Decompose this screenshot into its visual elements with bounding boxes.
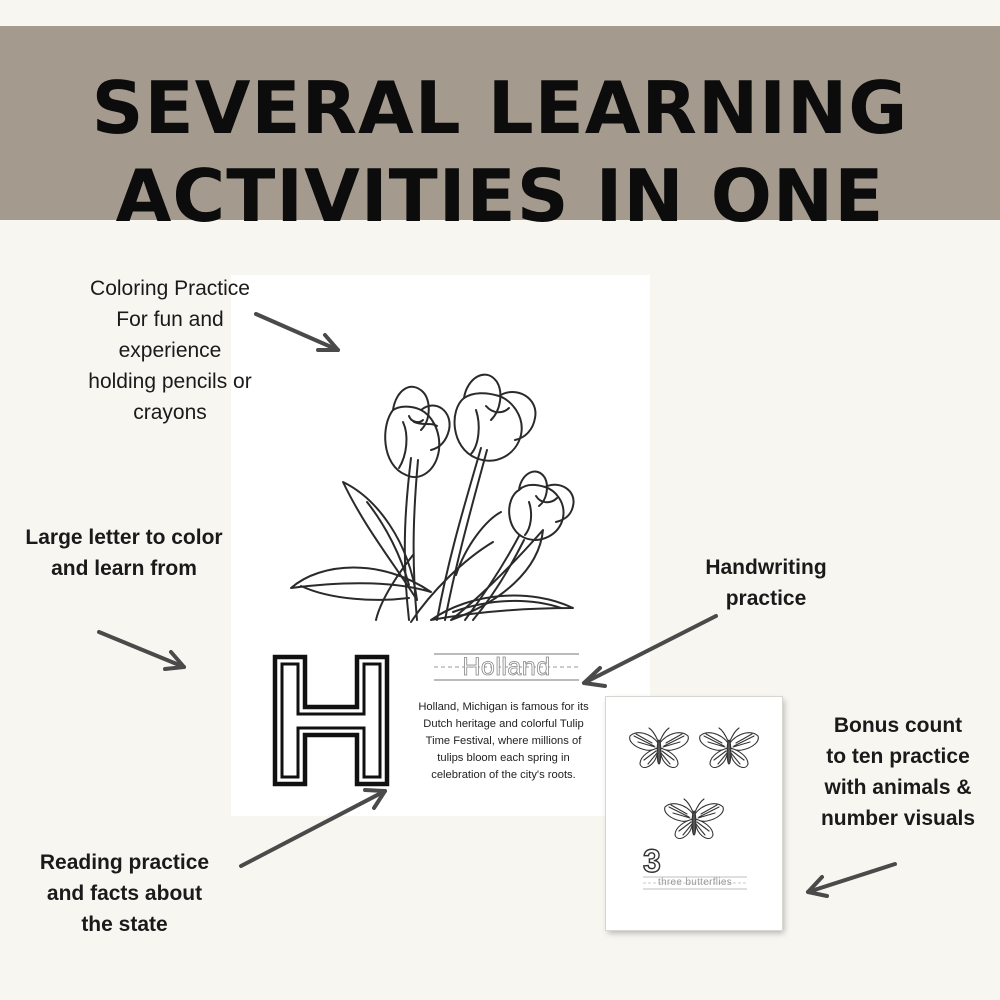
count-number: 3	[643, 843, 661, 879]
fact-line: celebration of the city's roots.	[431, 769, 576, 781]
title-banner	[0, 26, 1000, 238]
state-fact-paragraph	[401, 699, 606, 784]
callout-handwriting-practice	[680, 552, 852, 614]
callout-line: Coloring Practice	[90, 277, 250, 300]
butterfly-icon	[698, 724, 760, 776]
callout-line: Bonus count	[833, 714, 963, 737]
callout-line: Reading practice	[39, 851, 210, 874]
callout-large-letter	[8, 522, 240, 584]
fact-line: Holland, Michigan is famous for its	[418, 701, 589, 713]
handwriting-trace-word: Holland	[462, 653, 551, 681]
arrow-to-large-letter	[99, 632, 184, 669]
callout-line: holding pencils or	[88, 370, 252, 393]
count-worksheet-preview	[606, 697, 782, 930]
letter-h-outline	[271, 653, 391, 788]
callout-line: the state	[81, 913, 168, 936]
callout-bonus-count	[800, 710, 996, 834]
fact-line: Time Festival, where millions of	[425, 735, 582, 747]
callout-coloring-practice	[70, 273, 270, 428]
callout-reading-practice	[22, 847, 227, 940]
callout-line: to ten practice	[826, 745, 970, 768]
banner-title-line-2: ACTIVITIES IN ONE	[115, 154, 885, 238]
count-trace-word: three butterflies	[657, 877, 733, 888]
butterfly-icon	[663, 795, 725, 847]
callout-line: For fun and	[116, 308, 224, 331]
callout-line: Handwriting	[705, 556, 827, 579]
callout-line: and learn from	[51, 557, 197, 580]
arrow-to-count-sheet	[808, 864, 895, 896]
fact-line: Dutch heritage and colorful Tulip	[423, 718, 584, 730]
callout-line: crayons	[133, 401, 207, 424]
worksheet-preview	[231, 275, 650, 816]
callout-line: and facts about	[46, 882, 203, 905]
fact-line: tulips bloom each spring in	[437, 752, 570, 764]
callout-line: with animals &	[824, 776, 972, 799]
callout-line: Large letter to color	[25, 526, 223, 549]
callout-line: practice	[725, 587, 807, 610]
tulip-illustration	[281, 330, 591, 630]
banner-title-line-1: SEVERAL LEARNING	[91, 66, 909, 150]
callout-line: experience	[118, 339, 222, 362]
callout-line: number visuals	[820, 807, 976, 830]
butterfly-icon	[628, 724, 690, 776]
